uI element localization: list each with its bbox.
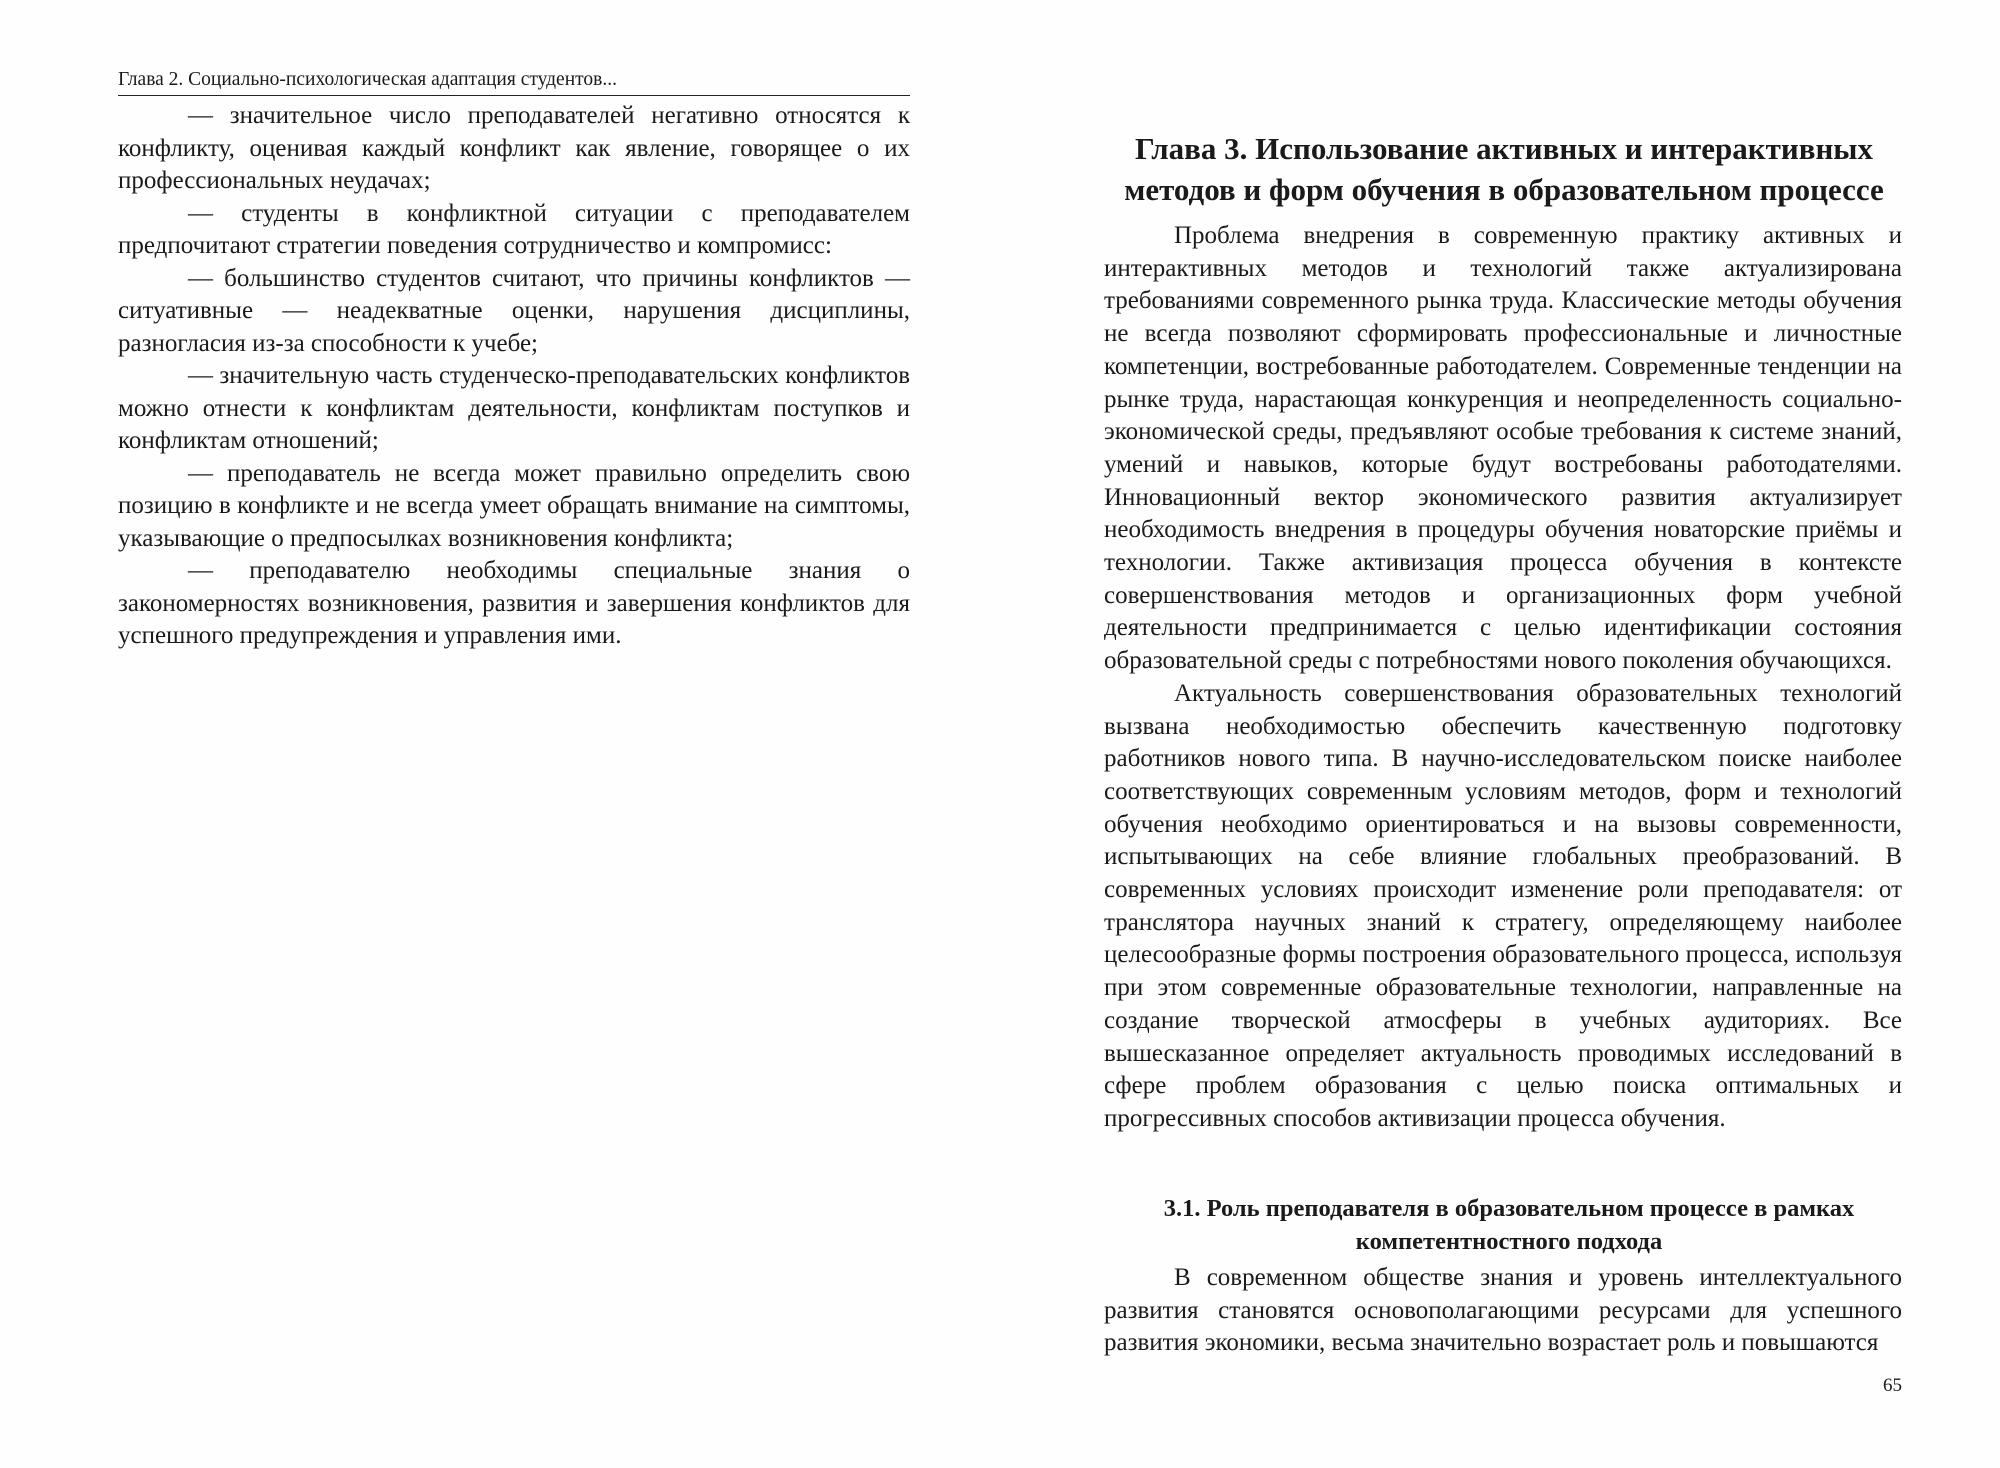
section-title-line: 3.1. Роль преподавателя в образовательном процессе в рамках: [1163, 1195, 1855, 1222]
left-page: [0, 0, 990, 1468]
body-paragraph: Проблема внедрения в современную практику активных и интерактивных методов и технологий также актуализирована требованиями современного рынка труда. Классические методы обучения не всегда позволяют сформировать профессиональные и личностные компетенции, востребованные работодателем. Современные тенденции на рынке труда, нарастающая конкуренция и неопределенность социально-экономической среды, предъявляют особые требования к системе знаний, умений и навыков, которые будут востребованы работодателями. Инновационный вектор экономического развития актуализирует необходимость внедрения в процедуры обучения новаторские приёмы и технологии. Также активизация процесса обучения в контексте совершенствования методов и организационных форм учебной деятельности предпринимается с целью идентификации состояния образовательной среды с потребностями нового поколения обучающихся.: [1104, 222, 1902, 675]
section-title: [1116, 1192, 1902, 1258]
chapter-title-line: методов и форм обучения в образовательном процессе: [1124, 172, 1884, 207]
section-title-line: компетентностного подхода: [1355, 1228, 1663, 1255]
chapter-title: [1100, 128, 1908, 210]
list-item: — большинство студентов считают, что причины конфликтов — ситуативные — неадекватные оценки, нарушения дисциплины, разногласия из-за способности к учебе;: [118, 264, 910, 357]
chapter-title-line: Глава 3. Использование активных и интерактивных: [1134, 131, 1874, 166]
body-paragraph: В современном обществе знания и уровень интеллектуального развития становятся основополагающими ресурсами для успешного развития экономики, весьма значительно возрастает роль и повышаются: [1104, 1264, 1902, 1356]
list-item: — преподаватель не всегда может правильно определить свою позицию в конфликте и не всегда умеет обращать внимание на симптомы, указывающие о предпосылках возникновения конфликта;: [118, 459, 910, 552]
running-header: Глава 2. Социально-психологическая адаптация студентов...: [118, 68, 910, 96]
list-item: — значительное число преподавателей негативно относятся к конфликту, оценивая каждый конфликт как явление, говорящее о их профессиональных неудачах;: [118, 102, 910, 194]
chapter-body: [1104, 220, 1902, 1136]
page-number: 65: [1883, 1375, 1902, 1396]
right-page: [990, 0, 2000, 1468]
section-body: [1104, 1262, 1902, 1360]
list-item: — студенты в конфликтной ситуации с преподавателем предпочитают стратегии поведения сотрудничество и компромисс:: [118, 199, 910, 259]
body-paragraph: Актуальность совершенствования образовательных технологий вызвана необходимостью обеспечить качественную подготовку работников нового типа. В научно-исследовательском поиске наиболее соответствующих современным условиям методов, форм и технологий обучения необходимо ориентироваться и на вызовы современности, испытывающих на себе влияние глобальных преобразований. В современных условиях происходит изменение роли преподавателя: от транслятора научных знаний к стратегу, определяющему наиболее целесообразные формы построения образовательного процесса, используя при этом современные образовательные технологии, направленные на создание творческой атмосферы в учебных аудиториях. Все вышесказанное определяет актуальность проводимых исследований в сфере проблем образования с целью поиска оптимальных и прогрессивных способов активизации процесса обучения.: [1104, 679, 1902, 1132]
list-item: — преподавателю необходимы специальные знания о закономерностях возникновения, развития и завершения конфликтов для успешного предупреждения и управления ими.: [118, 557, 910, 649]
list-item: — значительную часть студенческо-преподавательских конфликтов можно отнести к конфликтам деятельности, конфликтам поступков и конфликтам отношений;: [118, 362, 910, 454]
left-page-body: [118, 100, 910, 653]
